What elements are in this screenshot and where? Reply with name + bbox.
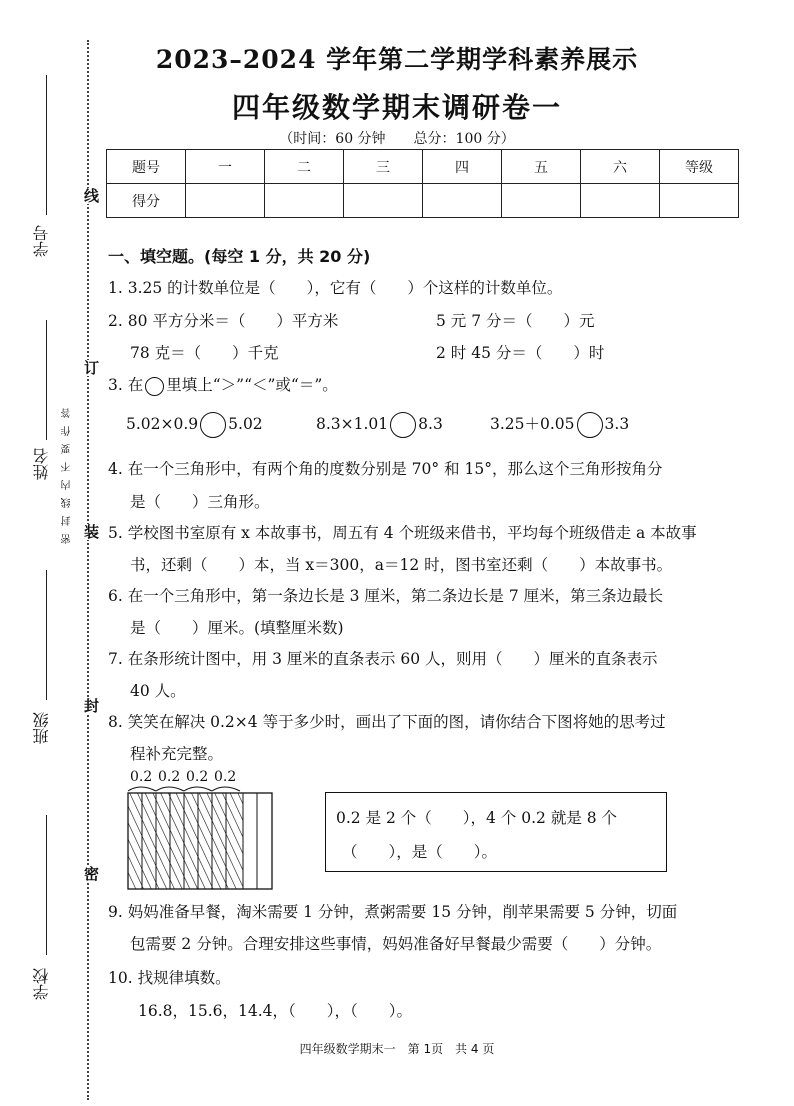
question-7-line-2: 40 人。 <box>130 682 186 700</box>
score-cell[interactable] <box>186 184 265 218</box>
score-cell[interactable] <box>423 184 502 218</box>
class-label: 班级 <box>32 712 51 744</box>
section-title: 一、填空题。(每空 1 分，共 20 分) <box>108 247 371 266</box>
score-header-cell: 五 <box>502 150 581 184</box>
question-3-lead: 3. 在 <box>108 376 144 394</box>
question-3-item-2 <box>316 412 443 438</box>
exam-title: 2023–2024 学年第二学期学科素养展示 <box>155 45 639 74</box>
decimal-strip-diagram <box>124 765 284 895</box>
question-4-line-1: 4. 在一个三角形中，有两个角的度数分别是 70° 和 15°，那么这个三角形按角分 <box>108 460 663 478</box>
score-header-cell: 二 <box>265 150 344 184</box>
score-cell[interactable] <box>581 184 660 218</box>
question-1: 1. 3.25 的计数单位是（ ），它有（ ）个这样的计数单位。 <box>108 279 563 297</box>
score-header-cell: 四 <box>423 150 502 184</box>
question-2-part-a: 2. 80 平方分米＝（ ）平方米 <box>108 312 339 330</box>
question-8-line-1: 8. 笑笑在解决 0.2×4 等于多少时，画出了下面的图，请你结合下图将她的思考过 <box>108 713 666 731</box>
compare-circle-blank[interactable] <box>577 412 603 438</box>
question-6-line-2: 是（ ）厘米。(填整厘米数) <box>130 619 344 637</box>
question-10: 10. 找规律填数。 <box>108 969 231 987</box>
question-5-line-1: 5. 学校图书室原有 x 本故事书，周五有 4 个班级来借书，平均每个班级借走 a 本故事 <box>108 524 697 542</box>
compare-right: 3.3 <box>604 415 630 433</box>
score-header-cell: 六 <box>581 150 660 184</box>
page-footer: 四年级数学期末一 第 1页 共 4 页 <box>299 1042 495 1056</box>
exam-info: （时间：60 分钟 总分：100 分） <box>279 131 515 147</box>
answer-box-line-1: 0.2 是 2 个（ ），4 个 0.2 就是 8 个 <box>336 809 618 827</box>
binding-notice: 密封线内不要作答 <box>62 400 73 544</box>
compare-right: 8.3 <box>418 415 443 433</box>
question-3-item-1 <box>126 412 263 438</box>
compare-left: 5.02×0.9 <box>126 415 199 433</box>
student-id-label: 学号 <box>32 225 51 257</box>
strip-label: 0.2 <box>186 769 209 785</box>
question-3-item-3 <box>490 412 629 438</box>
question-8-line-2: 程补充完整。 <box>130 745 224 763</box>
score-cell[interactable] <box>660 184 739 218</box>
circle-icon <box>145 377 164 396</box>
score-header-cell: 等级 <box>660 150 739 184</box>
binding-mark-ding: 订 <box>84 359 100 377</box>
score-cell[interactable] <box>502 184 581 218</box>
question-2-part-b: 5 元 7 分＝（ ）元 <box>436 312 595 330</box>
score-cell[interactable] <box>344 184 423 218</box>
strip-braces <box>128 787 240 791</box>
compare-circle-blank[interactable] <box>390 412 416 438</box>
compare-left: 3.25＋0.05 <box>490 415 575 433</box>
question-3-tail: 里填上“＞”“＜”或“＝”。 <box>166 376 338 394</box>
question-2-part-c: 78 克＝（ ）千克 <box>130 344 279 362</box>
binding-mark-xian: 线 <box>84 187 100 205</box>
exam-subtitle: 四年级数学期末调研卷一 <box>231 91 562 124</box>
school-label: 学校 <box>32 968 51 1000</box>
compare-left: 8.3×1.01 <box>316 415 389 433</box>
name-underline <box>46 320 47 440</box>
name-label: 姓名 <box>32 448 51 480</box>
binding-mark-mi: 密 <box>84 865 100 883</box>
score-header-cell: 一 <box>186 150 265 184</box>
question-3 <box>108 373 338 396</box>
strip-label: 0.2 <box>130 769 153 785</box>
answer-box-line-2: （ ），是（ ）。 <box>342 843 498 861</box>
school-underline <box>46 815 47 955</box>
score-header-cell: 三 <box>344 150 423 184</box>
strip-label: 0.2 <box>158 769 181 785</box>
score-header-cell: 题号 <box>107 150 186 184</box>
compare-circle-blank[interactable] <box>200 412 226 438</box>
score-table-score-row <box>107 184 739 218</box>
compare-right: 5.02 <box>228 415 263 433</box>
strip-label: 0.2 <box>214 769 237 785</box>
question-4-line-2: 是（ ）三角形。 <box>130 493 270 511</box>
binding-mark-zhuang: 装 <box>84 523 100 541</box>
score-table-header-row <box>107 150 739 184</box>
score-cell[interactable] <box>265 184 344 218</box>
binding-mark-feng: 封 <box>84 697 100 715</box>
question-2-part-d: 2 时 45 分＝（ ）时 <box>436 344 605 362</box>
question-9-line-2: 包需要 2 分钟。合理安排这些事情，妈妈准备好早餐最少需要（ ）分钟。 <box>130 935 662 953</box>
question-10-sequence: 16.8，15.6，14.4，（ ），（ ）。 <box>138 1002 413 1020</box>
score-table <box>106 149 739 218</box>
question-5-line-2: 书，还剩（ ）本，当 x＝300，a＝12 时，图书室还剩（ ）本故事书。 <box>130 556 673 574</box>
class-underline <box>46 570 47 700</box>
question-9-line-1: 9. 妈妈准备早餐，淘米需要 1 分钟，煮粥需要 15 分钟，削苹果需要 5 分钟，切面 <box>108 903 678 921</box>
question-7-line-1: 7. 在条形统计图中，用 3 厘米的直条表示 60 人，则用（ ）厘米的直条表示 <box>108 650 658 668</box>
question-6-line-1: 6. 在一个三角形中，第一条边长是 3 厘米，第二条边长是 7 厘米，第三条边最长 <box>108 587 664 605</box>
score-row-label: 得分 <box>107 184 186 218</box>
